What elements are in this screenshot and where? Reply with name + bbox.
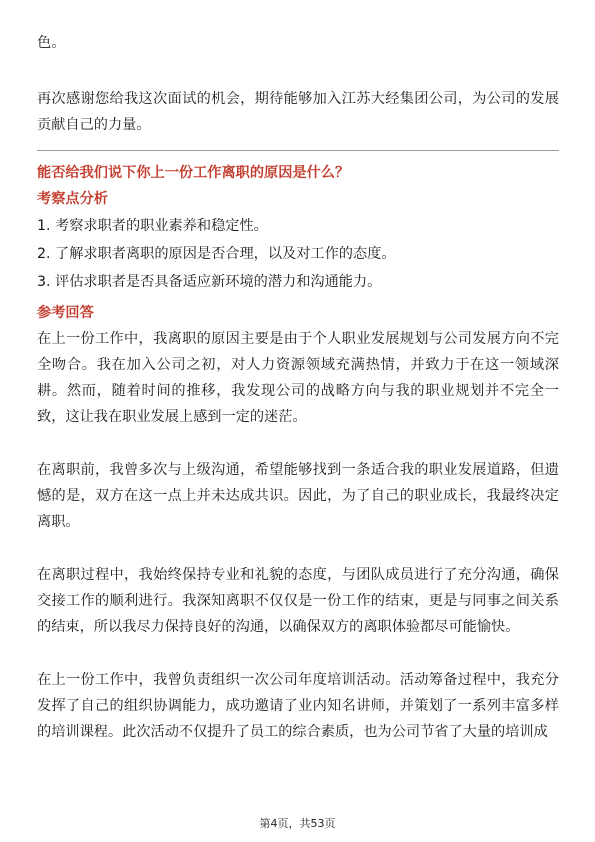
answer-paragraph: 在上一份工作中，我曾负责组织一次公司年度培训活动。活动筹备过程中，我充分发挥了自己的组织协调能力，成功邀请了业内知名讲师，并策划了一系列丰富多样的培训课程。此次活动不仅提升了员工的综合素质，也为公司节省了大量的培训成 — [37, 672, 559, 740]
analysis-item: 1. 考察求职者的职业素养和稳定性。 — [37, 218, 268, 234]
question-title: 能否给我们说下你上一份工作离职的原因是什么？ — [37, 165, 350, 181]
answer-paragraph: 在上一份工作中，我离职的原因主要是由于个人职业发展规划与公司发展方向不完全吻合。我在加入公司之初，对人力资源领域充满热情，并致力于在这一领域深耕。然而，随着时间的推移，我发现公司的战略方向与我的职业规划并不完全一致，这让我在职业发展上感到一定的迷茫。 — [37, 331, 559, 425]
answer-paragraph: 在离职前，我曾多次与上级沟通，希望能够找到一条适合我的职业发展道路，但遗憾的是，双方在这一点上并未达成共识。因此，为了自己的职业成长，我最终决定离职。 — [37, 462, 559, 530]
analysis-heading: 考察点分析 — [37, 191, 108, 207]
analysis-item: 3. 评估求职者是否具备适应新环境的潜力和沟通能力。 — [37, 274, 382, 290]
page-content — [37, 30, 559, 745]
answer-paragraph: 在离职过程中，我始终保持专业和礼貌的态度，与团队成员进行了充分沟通，确保交接工作的顺利进行。我深知离职不仅仅是一份工作的结束，更是与同事之间关系的结束，所以我尽力保持良好的沟通，以确保双方的离职体验都尽可能愉快。 — [37, 567, 559, 635]
section-divider — [37, 150, 559, 151]
answer-heading: 参考回答 — [37, 305, 94, 321]
analysis-item: 2. 了解求职者离职的原因是否合理，以及对工作的态度。 — [37, 246, 396, 262]
page-number-footer: 第4页，共53页 — [259, 817, 336, 830]
intro-tail-text: 色。 — [37, 35, 66, 51]
thanks-paragraph: 再次感谢您给我这次面试的机会，期待能够加入江苏大经集团公司，为公司的发展贡献自己的力量。 — [37, 91, 559, 133]
